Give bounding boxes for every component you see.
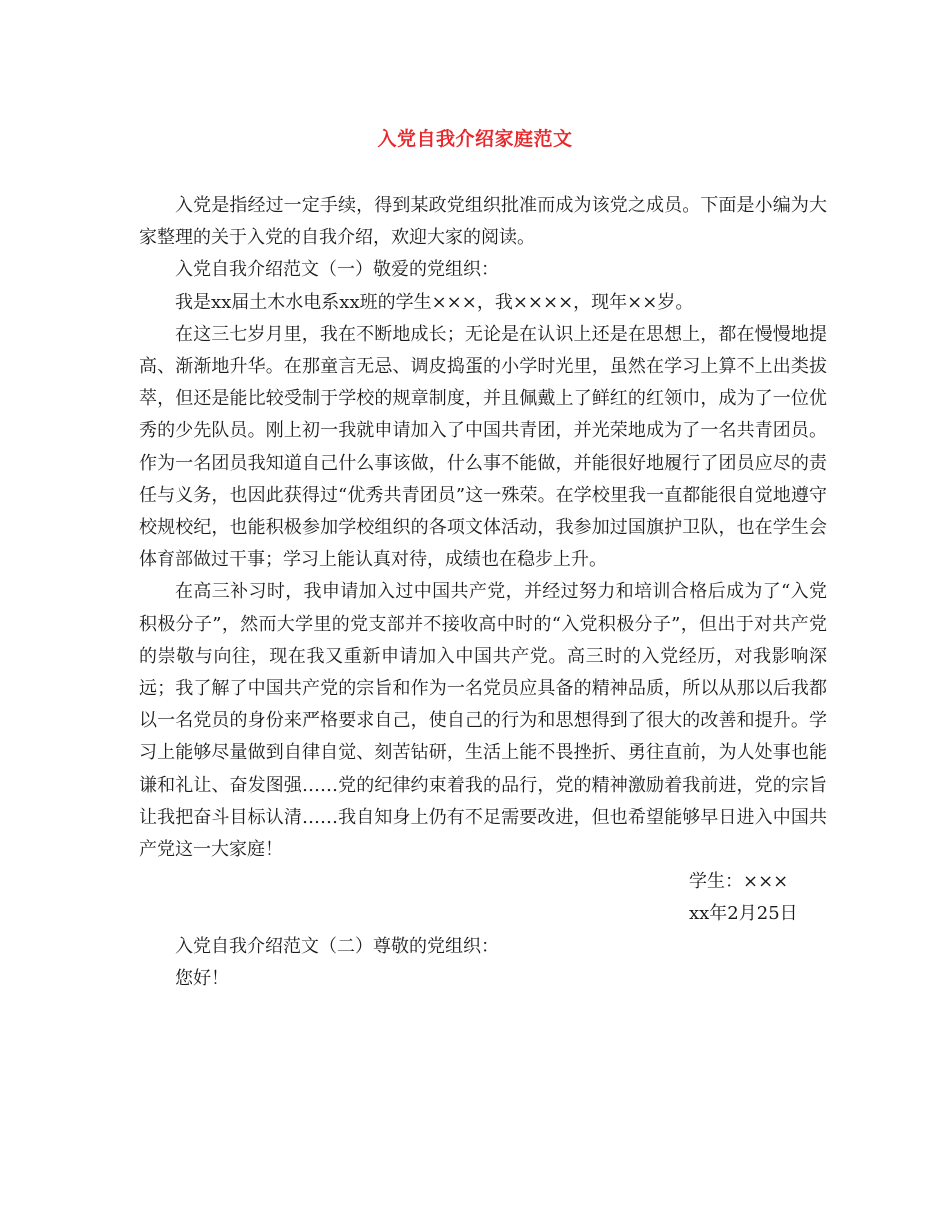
- sample-two-heading: 入党自我介绍范文（二）尊敬的党组织：: [175, 935, 499, 957]
- greeting-line: 您好！: [175, 967, 229, 989]
- self-intro-line: 我是xx届土木水电系xx班的学生×××，我××××，现年××岁。: [175, 291, 694, 313]
- sample-one-heading: 入党自我介绍范文（一）敬爱的党组织：: [175, 259, 499, 281]
- application-paragraph: 在高三补习时，我申请加入过中国共产党，并经过努力和培训合格后成为了“入党积极分子”，然而大学里的党支部并不接收高中时的“入党积极分子”，但出于对共产党的崇敬与向往，现在我又重新申请加入中国共产党。高三时的入党经历，对我影响深远；我了解了中国共产党的宗旨和作为一名党员应具备的精神品质，所以从那以后我都以一名党员的身份来严格要求自己，使自己的行为和思想得到了很大的改善和提升。学习上能够尽量做到自律自觉、刻苦钻研，生活上能不畏挫折、勇往直前，为人处事也能谦和礼让、奋发图强……党的纪律约束着我的品行，党的精神激励着我前进，党的宗旨让我把奋斗目标认清……我自知身上仍有不足需要改进，但也希望能够早日进入中国共产党这一大家庭！: [139, 581, 827, 861]
- document-title: 入党自我介绍家庭范文: [377, 128, 573, 150]
- growth-paragraph: 在这三七岁月里，我在不断地成长；无论是在认识上还是在思想上，都在慢慢地提高、渐渐地升华。在那童言无忌、调皮捣蛋的小学时光里，虽然在学习上算不上出类拔萃，但还是能比较受制于学校的规章制度，并且佩戴上了鲜红的红领巾，成为了一位优秀的少先队员。刚上初一我就申请加入了中国共青团，并光荣地成为了一名共青团员。作为一名团员我知道自己什么事该做，什么事不能做，并能很好地履行了团员应尽的责任与义务，也因此获得过“优秀共青团员”这一殊荣。在学校里我一直都能很自觉地遵守校规校纪，也能积极参加学校组织的各项文体活动，我参加过国旗护卫队，也在学生会体育部做过干事；学习上能认真对待，成绩也在稳步上升。: [139, 323, 827, 571]
- signature-line: 学生：×××: [689, 871, 789, 893]
- document-body: [139, 190, 827, 995]
- intro-paragraph: 入党是指经过一定手续，得到某政党组织批准而成为该党之成员。下面是小编为大家整理的关于入党的自我介绍，欢迎大家的阅读。: [139, 195, 827, 249]
- date-line: xx年2月25日: [689, 903, 798, 925]
